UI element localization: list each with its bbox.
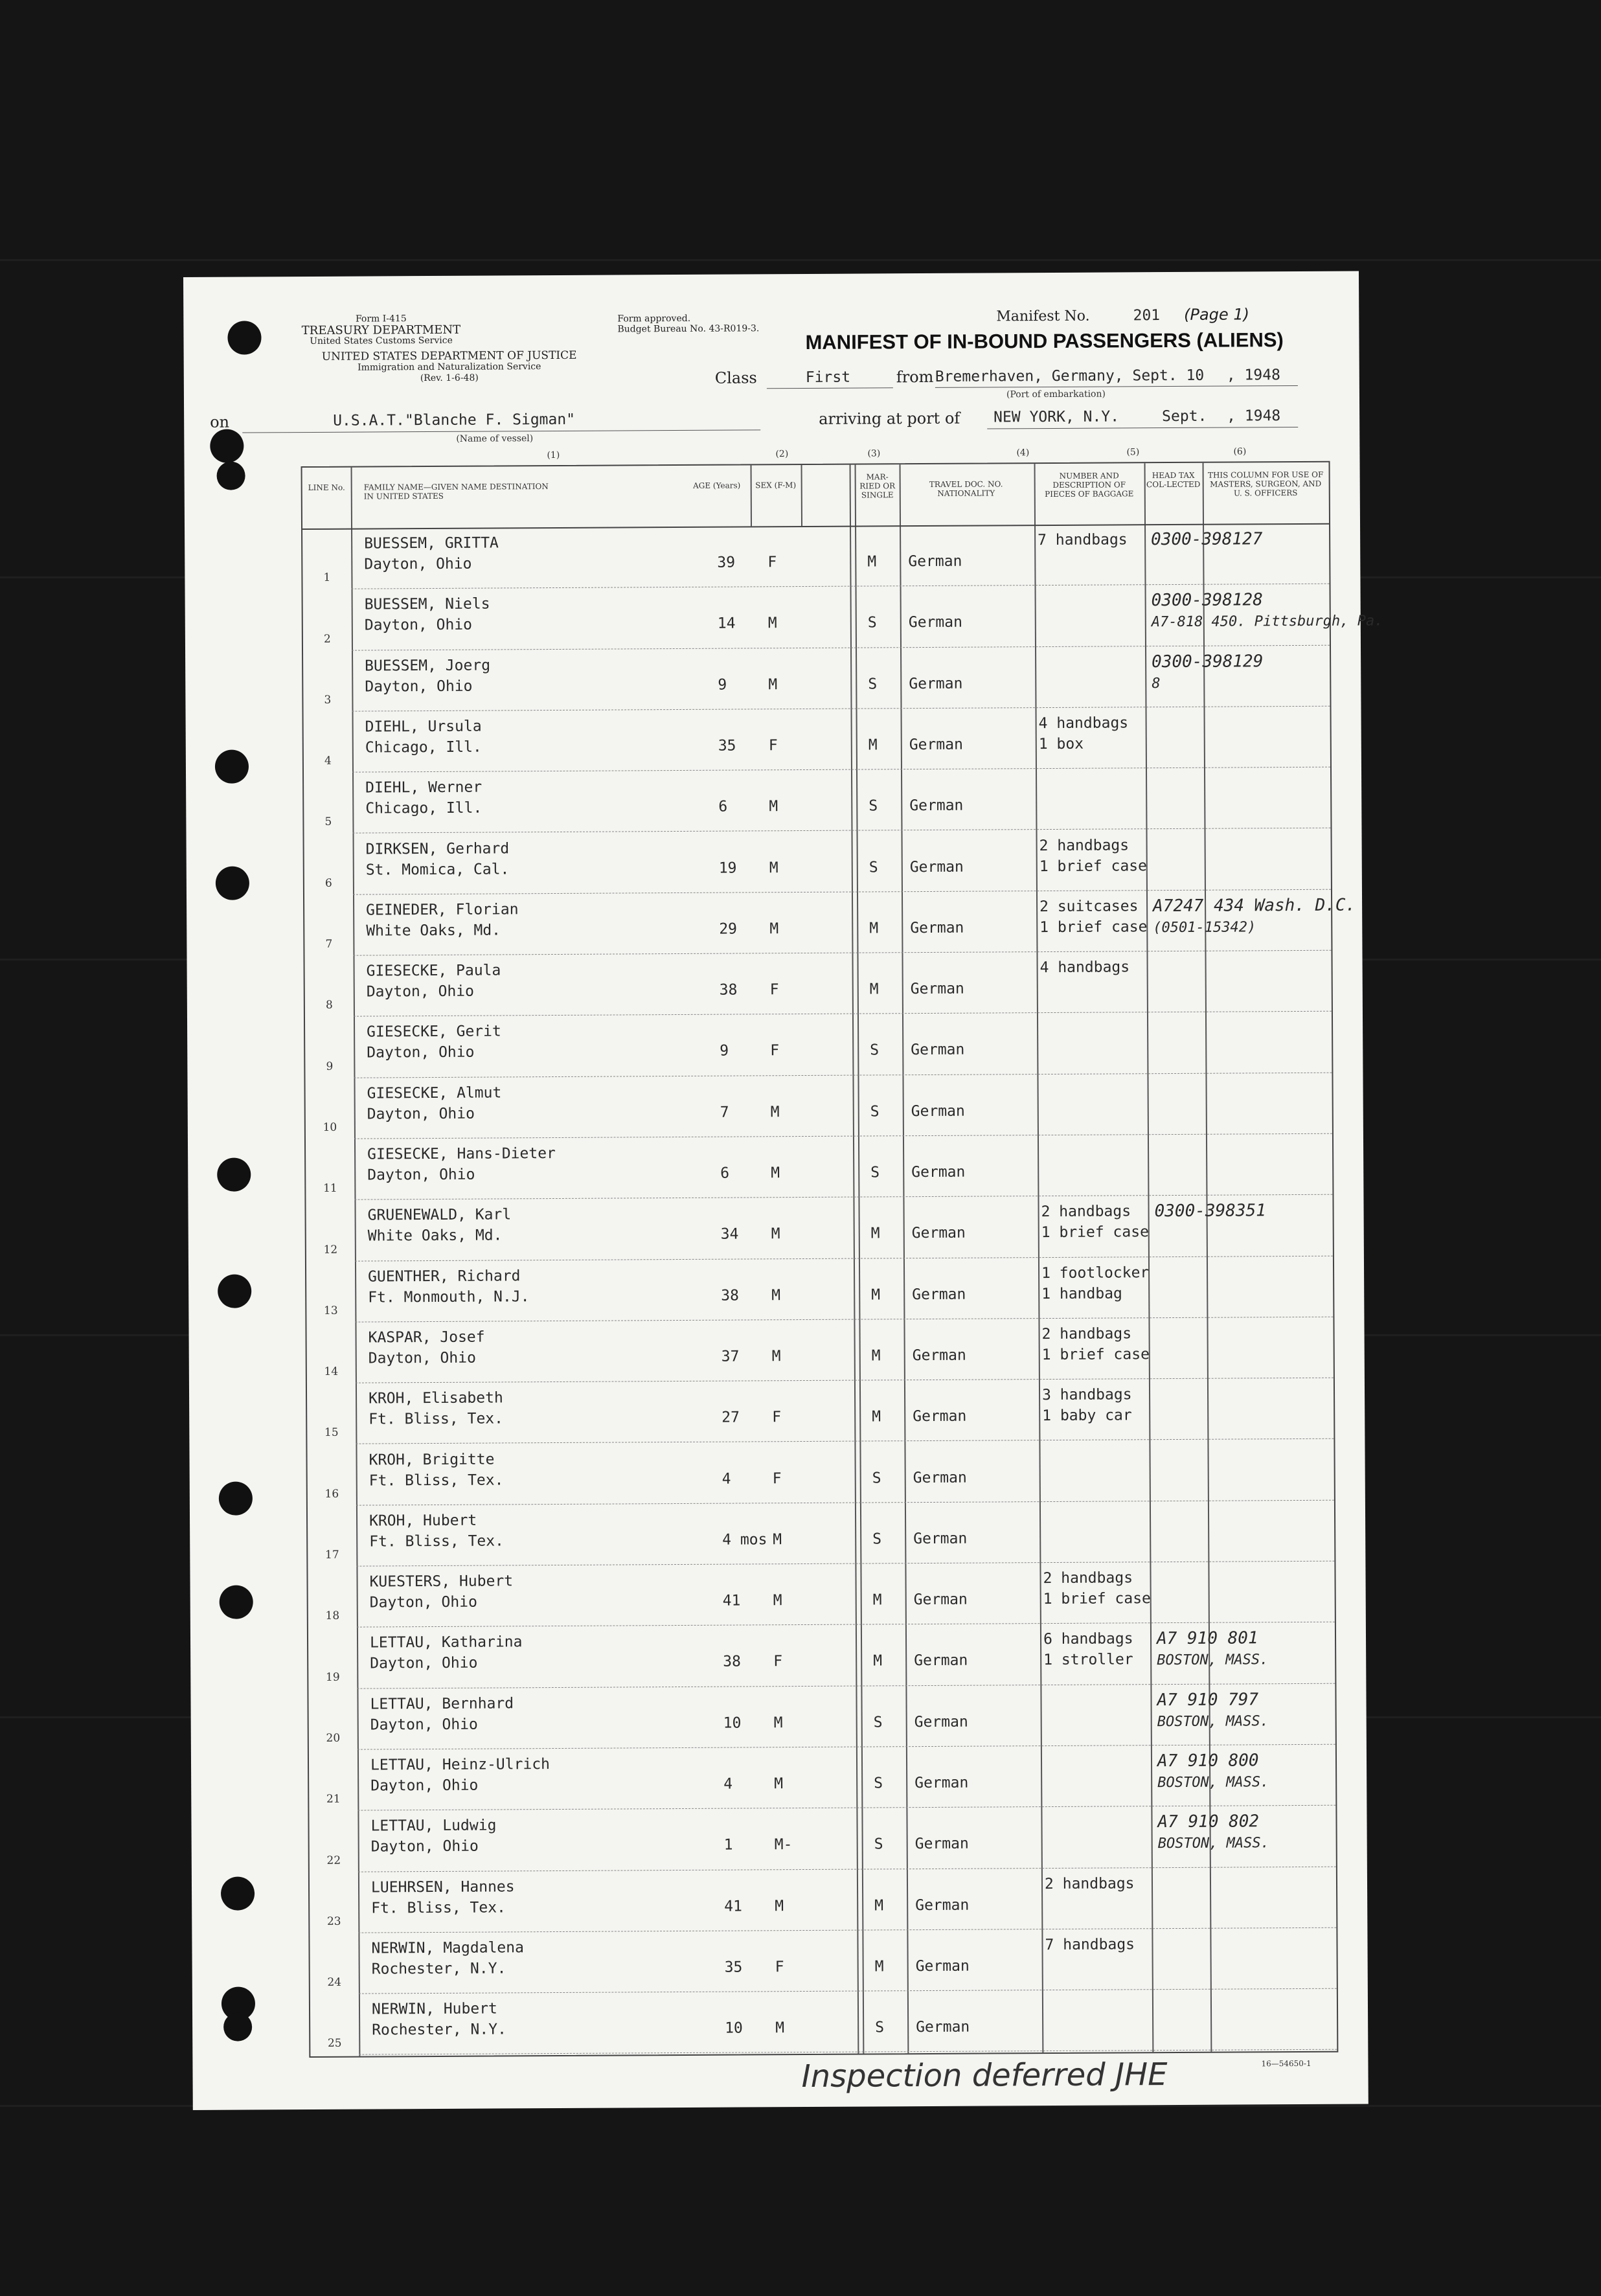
age: 37 [721,1348,740,1365]
marital-status: S [869,858,878,876]
nationality: German [914,1713,968,1731]
nationality: German [915,1896,970,1914]
line-number: 8 [325,999,333,1012]
line-number: 11 [323,1182,337,1196]
vessel-name: U.S.A.T."Blanche F. Sigman" [333,411,576,429]
sex: M [775,1897,784,1915]
sex: M [773,1714,783,1731]
table-row [304,890,1356,957]
passenger-name: KASPAR, Josef [368,1328,485,1347]
punch-hole [227,321,261,354]
marital-status: M [867,553,877,571]
baggage-line-1: 2 handbags [1043,1569,1133,1587]
passenger-name: NERWIN, Hubert [371,2000,497,2018]
from-value: Bremerhaven, Germany, Sept. 10 [935,367,1205,385]
table-row [303,645,1330,712]
col-num-2: (2) [775,449,789,460]
table-row [307,1439,1334,1506]
destination: Dayton, Ohio [365,677,473,696]
sex: F [770,1042,780,1060]
sex: M [773,1530,782,1549]
col-num-3: (3) [867,448,881,459]
nationality: German [911,1041,965,1059]
officer-note-line-1: 0300-398129 [1152,651,1264,672]
destination: Ft. Bliss, Tex. [371,1899,506,1917]
officer-note-line-1: A7 910 800 [1157,1751,1259,1771]
baggage-line-2: 1 stroller [1043,1651,1133,1669]
destination: Ft. Monmouth, N.J. [368,1288,530,1306]
sex: M [774,1775,784,1793]
line-number: 12 [323,1243,338,1256]
marital-status: S [875,2019,885,2036]
passenger-name: KROH, Hubert [369,1512,477,1530]
nationality: German [913,1407,967,1426]
nationality: German [910,919,964,937]
line-number: 1 [323,571,331,585]
passenger-name: GEINEDER, Florian [366,901,519,919]
table-row [302,523,1329,590]
line-number: 10 [323,1120,337,1134]
nationality: German [909,797,964,815]
passenger-name: LETTAU, Ludwig [370,1817,497,1835]
table-row [303,584,1383,651]
age: 38 [721,1287,740,1304]
sex: M [769,798,778,815]
sex: F [772,1470,782,1487]
page-title: MANIFEST OF IN-BOUND PASSENGERS (ALIENS) [805,328,1284,354]
marital-status: S [874,1836,883,1853]
marital-status: S [870,1041,880,1059]
age: 38 [723,1653,741,1671]
marital-status: M [871,1286,881,1304]
nationality: German [913,1469,967,1486]
col-num-4: (4) [1016,448,1030,459]
age: 7 [720,1104,729,1121]
col-num-1: (1) [547,449,560,461]
passenger-name: KUESTERS, Hubert [369,1573,514,1591]
age: 6 [720,1165,730,1182]
table-row [310,1989,1337,2056]
baggage-line-2: 1 brief case [1039,918,1148,936]
destination: White Oaks, Md. [366,922,501,940]
officer-note-line-2: BOSTON, MASS. [1157,1835,1269,1852]
nationality: German [910,980,964,998]
table-row [307,1378,1334,1445]
table-row [310,1928,1336,1995]
age: 38 [719,981,738,999]
nationality: German [915,1957,970,1975]
nationality: German [913,1530,968,1547]
age: 29 [719,920,738,938]
marital-status: S [873,1714,883,1731]
baggage-line-1: 2 suitcases [1039,898,1139,915]
baggage-line-1: 7 handbags [1038,531,1128,549]
manifest-label: Manifest No. [996,308,1090,325]
form-approved: Form approved. [617,313,691,324]
nationality: German [912,1286,966,1303]
destination: White Oaks, Md. [367,1227,503,1245]
marital-status: S [872,1530,882,1548]
sex: F [768,737,778,755]
sex: M [768,676,778,693]
nationality: German [909,858,964,876]
age: 10 [723,1714,742,1732]
punch-hole [218,1274,251,1308]
baggage-line-1: 7 handbags [1045,1936,1135,1953]
ins-label: Immigration and Naturalization Service [358,361,541,373]
marital-status: S [870,1164,880,1181]
baggage-line-2: 1 handbag [1041,1285,1122,1302]
officer-note-line-1: 0300-398351 [1154,1201,1266,1222]
table-row [306,1256,1333,1323]
table-row [304,951,1331,1017]
table-row [305,1012,1332,1078]
budget-number: Budget Bureau No. 43-R019-3. [617,323,760,335]
line-number: 7 [325,937,333,951]
marital-status: M [874,1896,884,1915]
class-label: Class [714,369,757,387]
age: 6 [718,798,728,815]
destination: Dayton, Ohio [370,1655,478,1672]
col-header-line: LINE No. [308,483,345,492]
punch-hole [219,1481,253,1515]
age: 27 [721,1409,740,1426]
sex: M [773,1592,782,1609]
vessel-caption: (Name of vessel) [456,433,534,444]
passenger-name: LETTAU, Bernhard [370,1695,514,1713]
sex: M [769,859,778,876]
col-header-sex: SEX (F-M) [755,481,797,490]
destination: St. Momica, Cal. [365,860,510,879]
sex: F [769,981,779,999]
passenger-name: BUESSEM, GRITTA [364,534,499,552]
sex: M [771,1348,781,1365]
col-num-5: (5) [1126,447,1140,458]
port-caption: (Port of embarkation) [1006,389,1106,400]
page-number: (Page 1) [1184,305,1250,324]
line-number: 19 [325,1670,340,1684]
age: 39 [717,554,736,571]
col-header-baggage: NUMBER AND DESCRIPTION OF PIECES OF BAGGAGE [1045,471,1134,499]
baggage-line-1: 4 handbags [1038,714,1129,732]
sex: M- [774,1836,793,1854]
marital-status: M [872,1591,882,1609]
marital-status: S [868,675,878,693]
passenger-name: BUESSEM, Niels [364,595,490,613]
age: 41 [722,1592,741,1609]
manifest-sheet [183,271,1383,2109]
destination: Dayton, Ohio [364,555,472,573]
destination: Dayton, Ohio [367,1105,475,1123]
sex: M [770,1103,780,1120]
customs-label: United States Customs Service [310,335,453,347]
sex: M [769,920,779,938]
destination: Dayton, Ohio [366,983,475,1001]
officer-note-line-2: BOSTON, MASS. [1157,1712,1269,1730]
sex: F [775,1959,784,1976]
age: 4 [723,1775,733,1793]
col-header-married: MAR-RIED OR SINGLE [859,472,896,500]
sex: M [775,2019,785,2037]
arrival-port: NEW YORK, N.Y. [994,408,1120,426]
doj-label: UNITED STATES DEPARTMENT OF JUSTICE [321,348,577,363]
nationality: German [911,1163,966,1181]
inspection-signature: Inspection deferred JHE [801,2056,1168,2095]
col-num-6: (6) [1233,446,1247,457]
arrival-date: Sept. [1162,407,1207,426]
passenger-name: LETTAU, Katharina [369,1633,523,1652]
passenger-name: GIESECKE, Almut [367,1084,502,1102]
passenger-name: GIESECKE, Gerit [367,1023,501,1041]
sex: M [771,1286,781,1304]
col-header-travel: TRAVEL DOC. NO. NATIONALITY [929,479,1003,498]
print-code: 16—54650-1 [1261,2058,1311,2069]
arrival-year: , 1948 [1227,407,1281,425]
passenger-name: KROH, Brigitte [369,1451,495,1469]
age: 35 [718,737,736,755]
age: 4 mos [722,1531,767,1549]
marital-status: S [872,1469,881,1486]
marital-status: S [867,614,877,631]
officer-note-line-1: A7 910 797 [1157,1690,1259,1710]
table-row [304,828,1331,895]
passenger-name: LUEHRSEN, Hannes [370,1878,515,1896]
age: 41 [724,1898,742,1915]
punch-hole [221,1876,255,1910]
officer-note-line-1: 0300-398128 [1151,590,1263,611]
passenger-name: LETTAU, Heinz-Ulrich [370,1756,551,1774]
nationality: German [912,1347,966,1365]
sex: F [772,1409,782,1426]
baggage-line-1: 1 footlocker [1041,1264,1150,1282]
nationality: German [911,1102,965,1120]
passenger-name: GUENTHER, Richard [368,1267,521,1286]
marital-status: M [870,1225,880,1242]
baggage-line-1: 2 handbags [1041,1325,1132,1343]
destination: Dayton, Ohio [370,1716,478,1734]
officer-note-line-1: 0300-398127 [1151,529,1263,550]
doj-block [307,350,592,385]
passenger-name: GRUENEWALD, Karl [367,1206,512,1224]
manifest-number-block [996,305,1249,324]
destination: Dayton, Ohio [368,1349,476,1367]
marital-status: S [874,1775,883,1792]
baggage-line-2: 1 baby car [1042,1407,1132,1425]
destination: Chicago, Ill. [365,738,482,756]
line-number: 16 [324,1487,339,1501]
passenger-table [301,461,1383,2058]
officer-note-line-2: (0501-15342) [1153,919,1256,936]
table-row [306,1317,1333,1384]
officer-note-line-1: A7 910 801 [1156,1628,1258,1649]
officer-note-line-2: A7-818 450. Pittsburgh, Pa. [1151,613,1383,631]
baggage-line-2: 1 brief case [1043,1590,1151,1608]
arriving-label: arriving at port of [819,409,960,428]
table-row [304,707,1330,773]
line-number: 25 [327,2037,342,2051]
punch-hole [223,2012,252,2041]
line-number: 23 [326,1915,341,1928]
col-header-name: FAMILY NAME—GIVEN NAME DESTINATION IN UNITED STATES [363,482,549,501]
age: 19 [718,859,737,877]
officer-note-line-2: BOSTON, MASS. [1157,1774,1269,1791]
age: 9 [720,1042,729,1060]
line-number: 22 [326,1854,341,1867]
destination: Ft. Bliss, Tex. [369,1410,504,1428]
marital-status: M [874,1958,884,1975]
age: 4 [721,1470,731,1488]
marital-status: M [869,920,879,937]
sex: M [771,1225,780,1243]
age: 10 [725,2019,743,2037]
nationality: German [908,552,962,571]
age: 35 [724,1959,743,1976]
table-row [310,1867,1336,1933]
line-number: 24 [327,1975,342,1990]
table-row [305,1073,1332,1139]
punch-hole [210,429,244,463]
col-header-age: AGE (Years) [693,481,741,490]
line-number: 2 [323,632,331,646]
baggage-line-1: 2 handbags [1039,836,1130,854]
punch-hole [216,462,245,490]
line-number: 17 [324,1548,339,1562]
manifest-number: 201 [1133,307,1161,324]
table-row [308,1683,1335,1750]
passenger-name: DIRKSEN, Gerhard [365,839,510,858]
age: 1 [723,1836,733,1854]
age: 34 [720,1225,739,1243]
passenger-name: GIESECKE, Hans-Dieter [367,1145,556,1163]
marital-status: M [871,1347,881,1365]
destination: Rochester, N.Y. [371,1960,506,1978]
baggage-line-2: 1 brief case [1041,1223,1149,1242]
destination: Ft. Bliss, Tex. [369,1471,504,1490]
destination: Dayton, Ohio [369,1593,477,1611]
baggage-line-1: 2 handbags [1041,1203,1131,1221]
marital-status: M [868,736,878,754]
on-label: on [210,413,230,431]
nationality: German [911,1224,966,1242]
sex: M [771,1165,780,1182]
marital-status: M [872,1408,881,1426]
passenger-name: DIEHL, Werner [365,779,483,797]
nationality: German [914,1652,968,1670]
line-number: 14 [324,1365,339,1379]
nationality: German [916,2018,970,2036]
nationality: German [914,1835,969,1853]
line-number: 3 [324,693,332,707]
line-number: 4 [324,754,332,768]
nationality: German [908,614,962,631]
passenger-name: DIEHL, Ursula [365,718,482,736]
baggage-line-1: 2 handbags [1044,1874,1135,1892]
marital-status: M [873,1652,883,1670]
officer-note-line-2: 8 [1152,675,1161,692]
passenger-name: GIESECKE, Paula [366,962,501,980]
from-year: , 1948 [1226,367,1280,384]
table-row [304,767,1330,834]
nationality: German [913,1591,968,1609]
destination: Dayton, Ohio [367,1044,475,1062]
table-row [308,1501,1334,1567]
sex: F [773,1653,783,1670]
col-header-tax: HEAD TAX COL-LECTED [1146,470,1201,490]
line-number: 6 [324,876,332,890]
line-number: 5 [324,815,332,829]
nationality: German [909,736,963,754]
punch-hole [216,866,249,900]
table-row [309,1806,1335,1872]
sex: M [767,615,777,632]
revision: (Rev. 1-6-48) [420,372,479,384]
destination: Dayton, Ohio [370,1837,479,1856]
line-number: 9 [326,1060,334,1073]
destination: Dayton, Ohio [364,616,473,634]
baggage-line-2: 1 box [1038,735,1084,753]
punch-hole [220,1585,253,1619]
punch-hole [215,749,249,783]
baggage-line-2: 1 brief case [1041,1346,1150,1363]
col-header-officers: THIS COLUMN FOR USE OF MASTERS, SURGEON, AND U. S. OFFICERS [1207,470,1324,498]
passenger-name: NERWIN, Magdalena [371,1939,524,1957]
nationality: German [909,675,963,692]
table-row [308,1622,1335,1689]
line-number: 21 [326,1793,341,1806]
table-row [306,1134,1332,1201]
marital-status: M [869,981,879,998]
punch-hole [217,1157,251,1191]
line-number: 20 [326,1731,341,1745]
form-id-block [274,313,488,348]
table-header [302,462,1329,530]
baggage-line-1: 6 handbags [1043,1630,1133,1648]
sex: F [767,554,777,571]
officer-note-line-1: A7247 434 Wash. D.C. [1153,895,1356,916]
marital-status: S [869,797,878,815]
approval-block [617,313,759,334]
class-value: First [805,369,851,386]
officer-note-line-2: BOSTON, MASS. [1157,1652,1269,1669]
destination: Dayton, Ohio [367,1166,475,1184]
passenger-name: BUESSEM, Joerg [365,657,491,675]
marital-status: S [870,1103,880,1120]
nationality: German [914,1774,969,1792]
age: 14 [717,615,736,632]
destination: Ft. Bliss, Tex. [369,1532,505,1551]
age: 9 [718,676,727,694]
table-row [306,1195,1332,1262]
line-number: 13 [323,1304,338,1317]
table-row [309,1745,1335,1812]
destination: Dayton, Ohio [370,1777,479,1795]
from-label: from [896,367,934,387]
line-number: 18 [325,1609,340,1623]
treasury-label: TREASURY DEPARTMENT [301,323,461,338]
baggage-line-1: 4 handbags [1039,959,1130,977]
baggage-line-1: 3 handbags [1041,1386,1132,1404]
destination: Rochester, N.Y. [372,2021,506,2039]
line-number: 15 [324,1426,339,1440]
form-number: Form I-415 [355,313,407,324]
baggage-line-2: 1 brief case [1039,857,1148,875]
officer-note-line-1: A7 910 802 [1157,1812,1260,1832]
table-row [308,1562,1334,1628]
destination: Chicago, Ill. [365,799,483,817]
passenger-name: KROH, Elisabeth [369,1389,503,1407]
